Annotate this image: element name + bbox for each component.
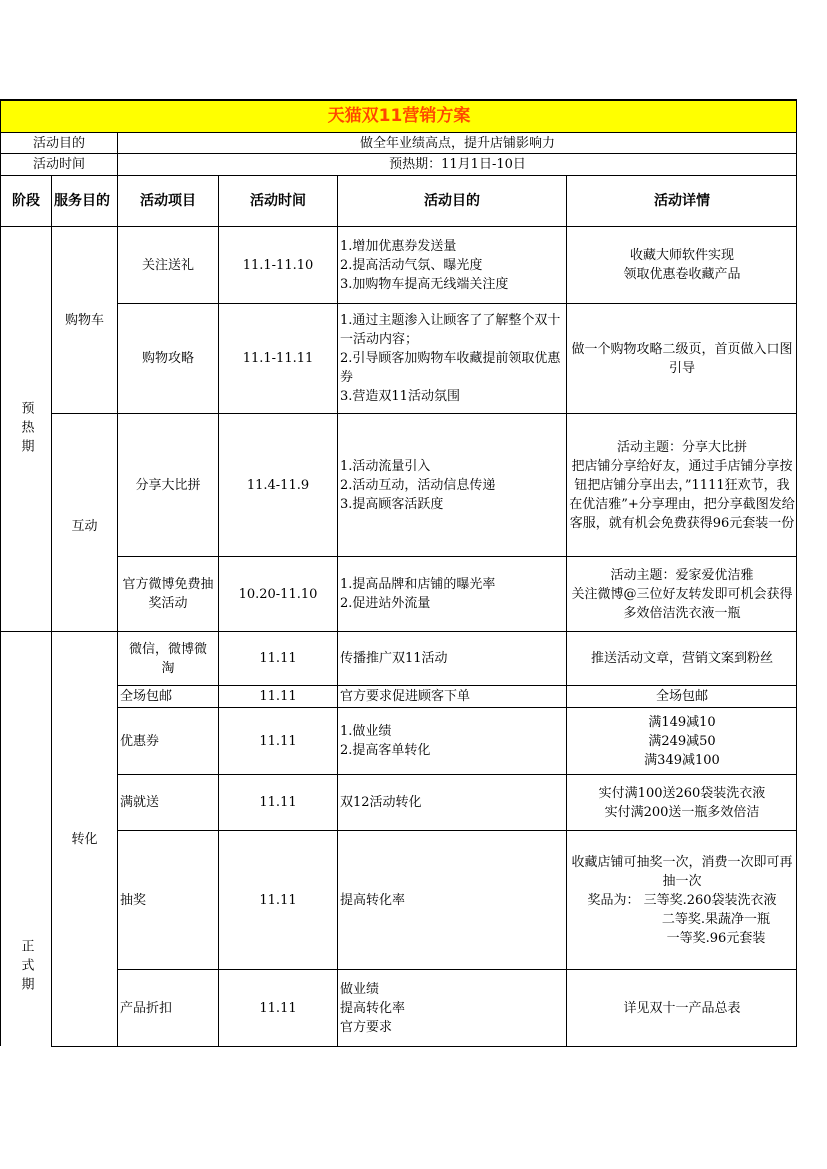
purpose-line: 官方要求 xyxy=(340,1019,393,1035)
purpose-line: 2.引导顾客加购物车收藏提前领取优惠券 xyxy=(340,351,561,385)
row-item: 官方微博免费抽奖活动 xyxy=(117,556,218,631)
header-stage: 阶段 xyxy=(0,175,51,226)
detail-line: 实付满100送260袋装洗衣液 xyxy=(598,785,766,801)
row-time: 11.4-11.9 xyxy=(218,413,337,556)
purpose-line: 2.活动互动，活动信息传递 xyxy=(340,477,496,493)
row-purpose: 官方要求促进顾客下单 xyxy=(337,685,566,707)
row-purpose xyxy=(337,413,566,556)
row-time: 11.1-11.11 xyxy=(218,303,337,413)
purpose-line: 提高转化率 xyxy=(340,1000,406,1016)
row-purpose: 传播推广双11活动 xyxy=(337,631,566,685)
row-time: 11.11 xyxy=(218,774,337,830)
header-time: 活动时间 xyxy=(218,175,337,226)
detail-line: 活动主题：分享大比拼 xyxy=(616,439,747,455)
header-item: 活动项目 xyxy=(117,175,218,226)
detail-line: 收藏大师软件实现 xyxy=(629,248,734,263)
row-time: 10.20-11.10 xyxy=(218,556,337,631)
table-right-border xyxy=(796,99,797,1047)
row-purpose xyxy=(337,556,566,631)
purpose-line: 3.提高顾客活跃度 xyxy=(340,496,444,512)
row-detail: 做一个购物攻略二级页，首页做入口图引导 xyxy=(566,303,797,413)
row-detail xyxy=(566,556,797,631)
purpose-line: 1.做业绩 xyxy=(340,724,392,739)
purpose-line: 2.提高活动气氛、曝光度 xyxy=(340,257,483,273)
service-interact xyxy=(51,413,117,631)
table-bottom-border xyxy=(51,1046,797,1047)
row-purpose: 双12活动转化 xyxy=(337,774,566,830)
detail-line: 领取优惠卷收藏产品 xyxy=(623,267,741,282)
row-item: 购物攻略 xyxy=(117,303,218,413)
service-interact-label: 互动 xyxy=(71,519,98,534)
purpose-line: 1.增加优惠券发送量 xyxy=(340,238,457,254)
purpose-line: 2.促进站外流量 xyxy=(340,596,431,611)
service-cart: 购物车 xyxy=(51,226,117,413)
detail-line: 收藏店铺可抽奖一次，消费一次即可再抽一次 xyxy=(571,854,793,889)
purpose-line: 3.营造双11活动氛围 xyxy=(340,389,460,404)
goal-value: 做全年业绩高点，提升店铺影响力 xyxy=(117,132,797,153)
goal-label: 活动目的 xyxy=(0,132,117,153)
stage-formal-label: 正式期 xyxy=(18,939,34,996)
row-purpose xyxy=(337,226,566,303)
purpose-line: 做业绩 xyxy=(340,981,380,997)
row-detail xyxy=(566,226,797,303)
header-purpose: 活动目的 xyxy=(337,175,566,226)
row-item: 抽奖 xyxy=(117,830,218,969)
stage-formal xyxy=(0,631,51,1046)
row-item: 微信，微博微淘 xyxy=(117,631,218,685)
row-purpose xyxy=(337,969,566,1046)
row-time: 11.11 xyxy=(218,969,337,1046)
stage-warmup-label: 预热期 xyxy=(18,400,34,458)
detail-line: 二等奖.果蔬净一瓶 xyxy=(661,911,771,927)
row-purpose xyxy=(337,303,566,413)
service-convert: 转化 xyxy=(51,631,117,1046)
row-time: 11.1-11.10 xyxy=(218,226,337,303)
row-item: 满就送 xyxy=(117,774,218,830)
header-detail: 活动详情 xyxy=(566,175,797,226)
row-item: 优惠券 xyxy=(117,707,218,774)
row-time: 11.11 xyxy=(218,631,337,685)
detail-line: 满349减100 xyxy=(644,752,720,768)
detail-line: 关注微博@三位好友转发即可机会获得多效倍洁洗衣液一瓶 xyxy=(571,586,793,621)
row-time: 11.11 xyxy=(218,685,337,707)
detail-line: 满149减10 xyxy=(648,714,716,730)
detail-line: 奖品为： 三等奖.260袋装洗衣液 xyxy=(587,892,777,908)
row-detail xyxy=(566,774,797,830)
purpose-line: 1.活动流量引入 xyxy=(340,458,431,474)
purpose-line: 2.提高客单转化 xyxy=(340,743,431,758)
row-detail: 推送活动文章，营销文案到粉丝 xyxy=(566,631,797,685)
detail-line: 满249减50 xyxy=(648,733,716,749)
row-time: 11.11 xyxy=(218,707,337,774)
row-detail: 全场包邮 xyxy=(566,685,797,707)
time-label: 活动时间 xyxy=(0,153,117,175)
row-detail xyxy=(566,830,797,969)
row-time: 11.11 xyxy=(218,830,337,969)
row-item: 关注送礼 xyxy=(117,226,218,303)
purpose-line: 3.加购物车提高无线端关注度 xyxy=(340,276,509,292)
detail-line: 把店铺分享给好友，通过手店铺分享按钮把店铺分享出去，”1111狂欢节，我在优洁雅”+分享理由，把分享截图发给客服，就有机会免费获得96元套装一份 xyxy=(569,458,795,531)
row-purpose: 提高转化率 xyxy=(337,830,566,969)
detail-line: 实付满200送一瓶多效倍洁 xyxy=(604,804,760,820)
detail-line: 活动主题：爱家爱优洁雅 xyxy=(610,567,754,583)
header-service: 服务目的 xyxy=(51,175,117,226)
row-detail xyxy=(566,707,797,774)
stage-warmup xyxy=(0,226,51,631)
purpose-line: 1.提高品牌和店铺的曝光率 xyxy=(340,577,496,592)
detail-line: 一等奖.96元套装 xyxy=(666,930,766,946)
time-value: 预热期：11月1日-10日 xyxy=(117,153,797,175)
row-detail xyxy=(566,413,797,556)
purpose-line: 1.通过主题渗入让顾客了了解整个双十一活动内容； xyxy=(340,313,561,347)
row-item: 分享大比拼 xyxy=(117,413,218,556)
row-item: 产品折扣 xyxy=(117,969,218,1046)
sheet-title: 天猫双11营销方案 xyxy=(0,99,797,132)
row-detail: 详见双十一产品总表 xyxy=(566,969,797,1046)
row-item: 全场包邮 xyxy=(117,685,218,707)
row-purpose xyxy=(337,707,566,774)
